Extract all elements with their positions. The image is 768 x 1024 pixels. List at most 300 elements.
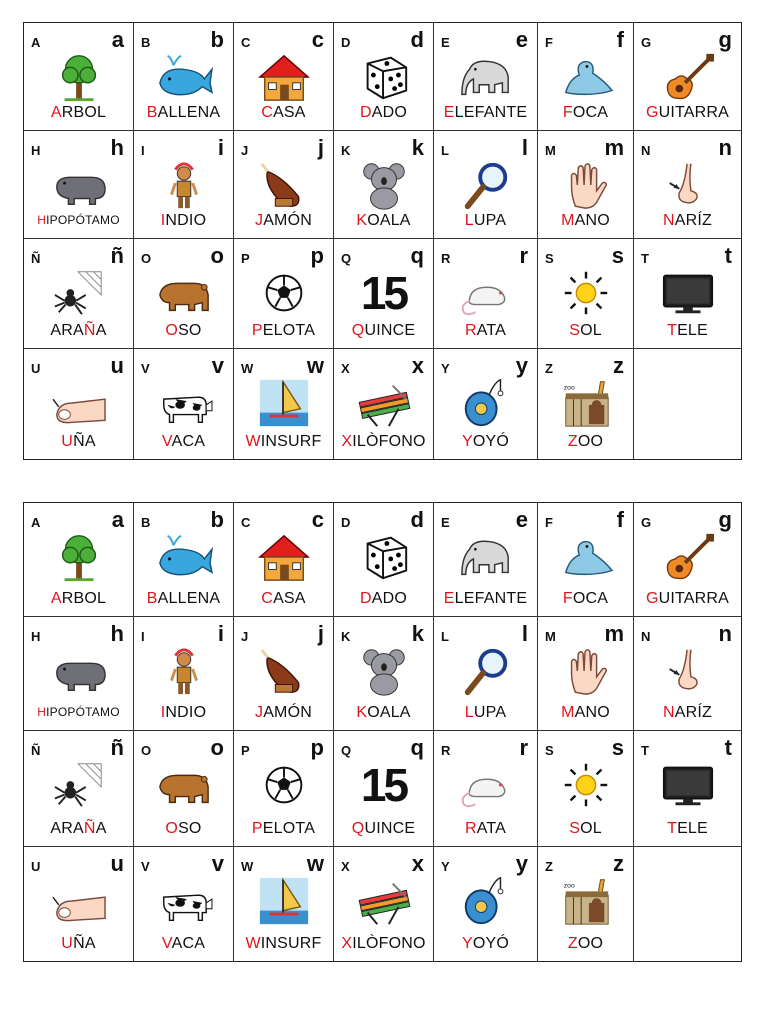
word-initial: Y (461, 433, 473, 450)
card-picture (234, 375, 333, 431)
nose-icon (657, 158, 719, 212)
uppercase-letter: C (241, 35, 251, 50)
cow-icon (153, 874, 215, 928)
card-picture (334, 529, 433, 585)
letter-card (434, 503, 538, 617)
card-word (24, 433, 133, 451)
letter-card (24, 131, 134, 239)
card-word (538, 820, 633, 838)
letter-card (634, 131, 741, 239)
word-initial: S (569, 322, 581, 339)
letter-card (134, 731, 234, 847)
card-picture (24, 529, 133, 585)
letter-card (334, 731, 434, 847)
word-initial: W (245, 935, 261, 952)
tree-icon (48, 530, 110, 584)
letter-card (634, 617, 741, 731)
uppercase-letter: P (241, 251, 250, 266)
word-initial: R (464, 322, 477, 339)
rat-icon (455, 266, 517, 320)
word-rest: RBOL (61, 590, 107, 607)
lowercase-letter: ñ (110, 243, 124, 268)
bear-icon (153, 758, 215, 812)
word-rest: UINCE (364, 820, 416, 837)
word-rest: ILÒFONO (352, 433, 426, 450)
dice-icon (353, 50, 415, 104)
letter-card (24, 731, 134, 847)
yoyo-icon (455, 376, 517, 430)
lowercase-letter: n (718, 621, 732, 646)
word-rest: ANO (574, 212, 610, 229)
word-rest: A (95, 820, 107, 837)
lowercase-letter: s (611, 243, 624, 268)
word-rest: AMÓN (263, 704, 312, 721)
word-rest: OYÓ (472, 433, 510, 450)
card-picture (334, 49, 433, 105)
uppercase-letter: H (31, 143, 41, 158)
lowercase-letter: i (217, 621, 224, 646)
lowercase-letter: i (217, 135, 224, 160)
lowercase-letter: t (724, 243, 732, 268)
card-picture (134, 375, 233, 431)
uppercase-letter: V (141, 859, 150, 874)
uppercase-letter: Y (441, 859, 450, 874)
card-word (234, 433, 333, 451)
house-icon (253, 530, 315, 584)
word-initial: I (160, 212, 166, 229)
card-word (24, 213, 133, 227)
card-picture (234, 757, 333, 813)
word-rest: LEFANTE (454, 104, 528, 121)
card-picture (434, 49, 537, 105)
word-prefix: ARA (50, 820, 84, 837)
uppercase-letter: T (641, 251, 649, 266)
word-rest: ELE (677, 322, 708, 339)
letter-card (538, 731, 634, 847)
card-picture (538, 643, 633, 699)
card-word (334, 433, 433, 451)
word-initial: R (464, 820, 477, 837)
lowercase-letter: z (613, 353, 624, 378)
word-rest: OL (580, 322, 602, 339)
uppercase-letter: I (141, 143, 145, 158)
word-rest: LEFANTE (454, 590, 528, 607)
word-initial: N (662, 212, 675, 229)
card-word (234, 104, 333, 122)
word-rest: OCA (572, 104, 609, 121)
lowercase-letter: b (210, 507, 224, 532)
card-picture (234, 873, 333, 929)
card-word (134, 322, 233, 340)
word-initial: U (61, 433, 74, 450)
letter-card (134, 847, 234, 961)
letter-card (334, 23, 434, 131)
letter-card (234, 503, 334, 617)
letter-card (434, 239, 538, 349)
ham-icon (253, 158, 315, 212)
lowercase-letter: f (616, 507, 624, 532)
uppercase-letter: B (141, 35, 151, 50)
card-word (434, 820, 537, 838)
uppercase-letter: A (31, 35, 41, 50)
word-rest: ALLENA (157, 590, 221, 607)
letter-card (24, 847, 134, 961)
card-picture (434, 643, 537, 699)
lowercase-letter: l (521, 621, 528, 646)
lowercase-letter: p (310, 735, 324, 760)
uppercase-letter: N (641, 143, 651, 158)
word-initial: J (254, 704, 264, 721)
card-picture (334, 157, 433, 213)
card-word (24, 104, 133, 122)
uppercase-letter: G (641, 515, 652, 530)
xylophone-icon (353, 376, 415, 430)
word-rest: ASA (273, 104, 306, 121)
card-word (434, 104, 537, 122)
card-word (24, 705, 133, 719)
ball-icon (253, 758, 315, 812)
word-rest: ACA (171, 935, 206, 952)
lowercase-letter: k (411, 135, 424, 160)
letter-card (538, 617, 634, 731)
uppercase-letter: W (241, 361, 254, 376)
alphabet-board-2 (23, 502, 742, 962)
uppercase-letter: T (641, 743, 649, 758)
card-word (334, 704, 433, 722)
word-initial: O (165, 820, 179, 837)
uppercase-letter: O (141, 251, 152, 266)
word-rest: SO (178, 820, 202, 837)
card-picture (538, 873, 633, 929)
letter-card (538, 503, 634, 617)
lowercase-letter: y (515, 353, 528, 378)
empty-cell (634, 349, 741, 459)
lowercase-letter: d (410, 27, 424, 52)
uppercase-letter: X (341, 859, 350, 874)
uppercase-letter: K (341, 629, 351, 644)
word-initial: P (251, 322, 263, 339)
word-rest: ADO (371, 104, 408, 121)
word-initial: X (341, 935, 353, 952)
lowercase-letter: ñ (110, 735, 124, 760)
lowercase-letter: q (410, 243, 424, 268)
word-initial: A (50, 590, 62, 607)
word-prefix: ARA (50, 322, 84, 339)
sun-icon (555, 758, 617, 812)
letter-card (538, 131, 634, 239)
lowercase-letter: b (210, 27, 224, 52)
card-picture (634, 265, 741, 321)
native-icon (153, 644, 215, 698)
card-picture (634, 757, 741, 813)
word-rest: INSURF (260, 935, 322, 952)
guitar-icon (657, 530, 719, 584)
word-rest: ANO (574, 704, 610, 721)
uppercase-letter: M (545, 143, 556, 158)
card-picture (334, 643, 433, 699)
yoyo-icon (455, 874, 517, 928)
magnifier-icon (455, 644, 517, 698)
word-initial: V (161, 935, 172, 952)
lowercase-letter: x (411, 851, 424, 876)
word-rest: ADO (371, 590, 408, 607)
lowercase-letter: r (519, 243, 528, 268)
uppercase-letter: H (31, 629, 41, 644)
lowercase-letter: t (724, 735, 732, 760)
word-rest: UPA (473, 704, 507, 721)
letter-card (538, 23, 634, 131)
word-rest: SO (178, 322, 202, 339)
card-picture (434, 529, 537, 585)
letter-card (134, 23, 234, 131)
word-rest: OALA (367, 704, 411, 721)
lowercase-letter: g (718, 507, 732, 532)
card-picture (24, 265, 133, 321)
letter-card (334, 131, 434, 239)
card-word (434, 704, 537, 722)
koala-icon (353, 158, 415, 212)
letter-card (24, 239, 134, 349)
card-picture (24, 375, 133, 431)
uppercase-letter: W (241, 859, 254, 874)
word-rest: ELOTA (262, 322, 316, 339)
card-word (334, 212, 433, 230)
card-picture (134, 757, 233, 813)
lowercase-letter: m (604, 621, 624, 646)
card-picture (134, 157, 233, 213)
spider-icon (48, 758, 110, 812)
elephant-icon (455, 50, 517, 104)
sun-icon (555, 266, 617, 320)
whale-icon (153, 530, 215, 584)
card-word (334, 104, 433, 122)
zoo-icon (555, 376, 617, 430)
word-initial: G (645, 590, 659, 607)
uppercase-letter: O (141, 743, 152, 758)
word-initial: M (561, 704, 575, 721)
word-initial: X (341, 433, 353, 450)
lowercase-letter: v (211, 851, 224, 876)
word-initial: Ñ (83, 820, 96, 837)
word-initial: C (261, 590, 274, 607)
card-word (134, 212, 233, 230)
word-rest: ÑA (73, 935, 96, 952)
word-initial: Y (461, 935, 473, 952)
number-icon: 15 (360, 759, 407, 811)
card-picture (334, 757, 433, 813)
uppercase-letter: E (441, 35, 450, 50)
card-picture (634, 529, 741, 585)
card-picture (634, 643, 741, 699)
letter-card (134, 349, 234, 459)
card-word (434, 433, 537, 451)
lowercase-letter: x (411, 353, 424, 378)
uppercase-letter: S (545, 251, 554, 266)
zoo-icon (555, 874, 617, 928)
card-picture (538, 375, 633, 431)
card-picture (538, 157, 633, 213)
magnifier-icon (455, 158, 517, 212)
ham-icon (253, 644, 315, 698)
card-picture (538, 49, 633, 105)
card-word (234, 820, 333, 838)
card-word (634, 820, 741, 838)
svg-text:zoo: zoo (563, 384, 575, 392)
lowercase-letter: u (110, 353, 124, 378)
uppercase-letter: Z (545, 859, 553, 874)
lowercase-letter: o (210, 735, 224, 760)
uppercase-letter: C (241, 515, 251, 530)
house-icon (253, 50, 315, 104)
letter-card (234, 731, 334, 847)
word-rest: OCA (572, 590, 609, 607)
uppercase-letter: J (241, 143, 249, 158)
uppercase-letter: R (441, 251, 451, 266)
card-word (134, 104, 233, 122)
lowercase-letter: l (521, 135, 528, 160)
uppercase-letter: I (141, 629, 145, 644)
lowercase-letter: w (306, 353, 324, 378)
card-picture (634, 157, 741, 213)
card-picture (434, 375, 537, 431)
letter-card (134, 239, 234, 349)
card-word (634, 590, 741, 608)
card-picture (234, 49, 333, 105)
letter-card (234, 349, 334, 459)
word-rest: IPOPÓTAMO (46, 705, 120, 719)
elephant-icon (455, 530, 517, 584)
word-initial: S (569, 820, 581, 837)
uppercase-letter: Q (341, 743, 352, 758)
letter-card (334, 239, 434, 349)
card-picture (134, 49, 233, 105)
uppercase-letter: Ñ (31, 743, 41, 758)
word-initial: G (645, 104, 659, 121)
card-word (134, 590, 233, 608)
word-initial: V (161, 433, 172, 450)
word-initial: P (251, 820, 263, 837)
lowercase-letter: v (211, 353, 224, 378)
tree-icon (48, 50, 110, 104)
word-rest: ACA (171, 433, 206, 450)
card-picture (134, 643, 233, 699)
lowercase-letter: e (515, 507, 528, 532)
card-picture (234, 643, 333, 699)
card-word (538, 704, 633, 722)
uppercase-letter: L (441, 143, 449, 158)
card-word (538, 935, 633, 953)
lowercase-letter: e (515, 27, 528, 52)
card-word (334, 322, 433, 340)
card-picture (434, 757, 537, 813)
bear-icon (153, 266, 215, 320)
card-word (24, 322, 133, 340)
card-picture (24, 643, 133, 699)
uppercase-letter: G (641, 35, 652, 50)
windsurf-icon (253, 874, 315, 928)
lowercase-letter: q (410, 735, 424, 760)
nose-icon (657, 644, 719, 698)
uppercase-letter: N (641, 629, 651, 644)
empty-cell (634, 847, 741, 961)
card-picture (434, 157, 537, 213)
word-rest: ASA (273, 590, 306, 607)
tv-icon (657, 266, 719, 320)
letter-card (234, 131, 334, 239)
word-initial: D (359, 104, 372, 121)
word-rest: ARÍZ (674, 212, 712, 229)
ball-icon (253, 266, 315, 320)
hippo-icon (48, 158, 110, 212)
uppercase-letter: U (31, 361, 41, 376)
card-word (634, 704, 741, 722)
hand-icon (555, 644, 617, 698)
word-initial: Z (567, 433, 578, 450)
word-initial: T (667, 820, 678, 837)
card-word (24, 935, 133, 953)
lowercase-letter: k (411, 621, 424, 646)
letter-card (334, 349, 434, 459)
word-initial: Z (567, 935, 578, 952)
card-word (538, 104, 633, 122)
lowercase-letter: u (110, 851, 124, 876)
word-initial: T (667, 322, 678, 339)
word-initial: K (356, 704, 368, 721)
word-rest: ATA (476, 322, 507, 339)
word-initial: M (561, 212, 575, 229)
uppercase-letter: B (141, 515, 151, 530)
letter-card (234, 847, 334, 961)
letter-card (334, 617, 434, 731)
hand-icon (555, 158, 617, 212)
uppercase-letter: X (341, 361, 350, 376)
uppercase-letter: Q (341, 251, 352, 266)
uppercase-letter: U (31, 859, 41, 874)
letter-card (334, 847, 434, 961)
lowercase-letter: o (210, 243, 224, 268)
uppercase-letter: M (545, 629, 556, 644)
card-picture (24, 157, 133, 213)
card-word (434, 212, 537, 230)
word-initial: Q (351, 322, 365, 339)
cow-icon (153, 376, 215, 430)
card-word (434, 935, 537, 953)
word-initial: Q (351, 820, 365, 837)
letter-card (434, 349, 538, 459)
word-rest: RBOL (61, 104, 107, 121)
card-picture (134, 265, 233, 321)
card-word (234, 935, 333, 953)
word-initial: B (146, 104, 158, 121)
rat-icon (455, 758, 517, 812)
card-word (634, 212, 741, 230)
lowercase-letter: w (306, 851, 324, 876)
lowercase-letter: r (519, 735, 528, 760)
hippo-icon (48, 644, 110, 698)
card-word (234, 590, 333, 608)
word-initial: J (254, 212, 264, 229)
card-word (234, 212, 333, 230)
card-word (434, 590, 537, 608)
letter-card (134, 131, 234, 239)
uppercase-letter: V (141, 361, 150, 376)
seal-icon (555, 50, 617, 104)
letter-card (434, 731, 538, 847)
letter-card (634, 503, 741, 617)
word-initial: F (562, 104, 573, 121)
word-initial: H (37, 705, 47, 719)
letter-card (634, 731, 741, 847)
